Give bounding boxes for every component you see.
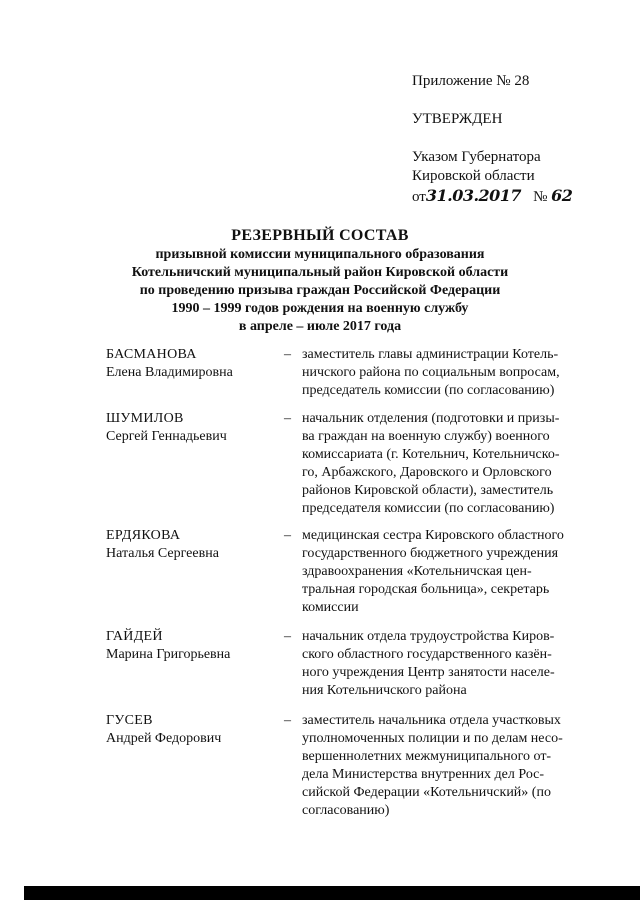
member-given-name: Наталья Сергеевна — [106, 546, 219, 561]
title-line: по проведению призыва граждан Российской Федерации — [139, 283, 501, 298]
decree-date-line — [412, 186, 622, 207]
member-name — [106, 410, 276, 446]
handwritten-date: 31.03.2017 — [425, 186, 522, 205]
role-line: вершеннолетних межмуниципального от- — [302, 749, 552, 764]
member-name — [106, 346, 276, 382]
member-given-name: Сергей Геннадьевич — [106, 429, 227, 444]
member-surname: ШУМИЛОВ — [106, 411, 184, 426]
member-given-name: Марина Григорьевна — [106, 647, 231, 662]
title-line: 1990 – 1999 годов рождения на военную службу — [171, 301, 469, 316]
member-name — [106, 527, 276, 563]
role-line: комиссии — [302, 600, 359, 615]
scan-edge-bar — [24, 886, 640, 900]
title-line: призывной комиссии муниципального образования — [155, 247, 485, 262]
role-line: ва граждан на военную службу) военного — [302, 429, 550, 444]
role-line: государственного бюджетного учреждения — [302, 546, 559, 561]
member-role — [302, 527, 582, 617]
date-prefix: от — [412, 189, 426, 205]
member-surname: ГУСЕВ — [106, 713, 153, 728]
dash-separator: – — [284, 713, 291, 728]
member-role — [302, 346, 582, 400]
role-line: заместитель начальника отдела участковых — [302, 713, 561, 728]
number-label: № — [533, 189, 548, 205]
member-role — [302, 712, 582, 820]
role-line: комиссариата (г. Котельнич, Котельничско- — [302, 447, 560, 462]
role-line: ного учреждения Центр занятости населе- — [302, 665, 555, 680]
role-line: председатель комиссии (по согласованию) — [302, 383, 555, 398]
decree-line-1: Указом Губернатора — [412, 149, 541, 165]
role-line: ния Котельничского района — [302, 683, 467, 698]
role-line: начальник отдела трудоустройства Киров- — [302, 629, 555, 644]
title-line: в апреле – июле 2017 года — [238, 319, 402, 334]
dash-separator: – — [284, 528, 291, 543]
dash-separator: – — [284, 411, 291, 426]
decree-line-2: Кировской области — [412, 168, 535, 184]
dash-separator: – — [284, 629, 291, 644]
role-line: начальник отделения (подготовки и призы- — [302, 411, 560, 426]
member-role — [302, 410, 582, 518]
member-surname: ЕРДЯКОВА — [106, 528, 181, 543]
role-line: ского областного государственного казён- — [302, 647, 552, 662]
title-main: РЕЗЕРВНЫЙ СОСТАВ — [231, 227, 409, 244]
approval-block — [412, 72, 622, 207]
member-surname: БАСМАНОВА — [106, 347, 197, 362]
member-given-name: Елена Владимировна — [106, 365, 233, 380]
member-surname: ГАЙДЕЙ — [106, 629, 163, 644]
handwritten-number: 62 — [551, 186, 573, 205]
role-line: здравоохранения «Котельничская цен- — [302, 564, 532, 579]
role-line: сийской Федерации «Котельничский» (по — [302, 785, 551, 800]
approved-label: УТВЕРЖДЕН — [412, 111, 503, 127]
document-title — [90, 226, 550, 336]
role-line: дела Министерства внутренних дел Рос- — [302, 767, 545, 782]
role-line: ничского района по социальным вопросам, — [302, 365, 560, 380]
title-line: Котельничский муниципальный район Кировской области — [131, 265, 509, 280]
role-line: согласованию) — [302, 803, 390, 818]
role-line: уполномоченных полиции и по делам несо- — [302, 731, 563, 746]
member-name — [106, 712, 276, 748]
role-line: го, Арбажского, Даровского и Орловского — [302, 465, 552, 480]
member-given-name: Андрей Федорович — [106, 731, 222, 746]
appendix-label: Приложение № 28 — [412, 73, 530, 89]
role-line: медицинская сестра Кировского областного — [302, 528, 564, 543]
member-role — [302, 628, 582, 700]
role-line: тральная городская больница», секретарь — [302, 582, 550, 597]
member-name — [106, 628, 276, 664]
role-line: заместитель главы администрации Котель- — [302, 347, 559, 362]
dash-separator: – — [284, 347, 291, 362]
role-line: председателя комиссии (по согласованию) — [302, 501, 555, 516]
role-line: районов Кировской области), заместитель — [302, 483, 554, 498]
